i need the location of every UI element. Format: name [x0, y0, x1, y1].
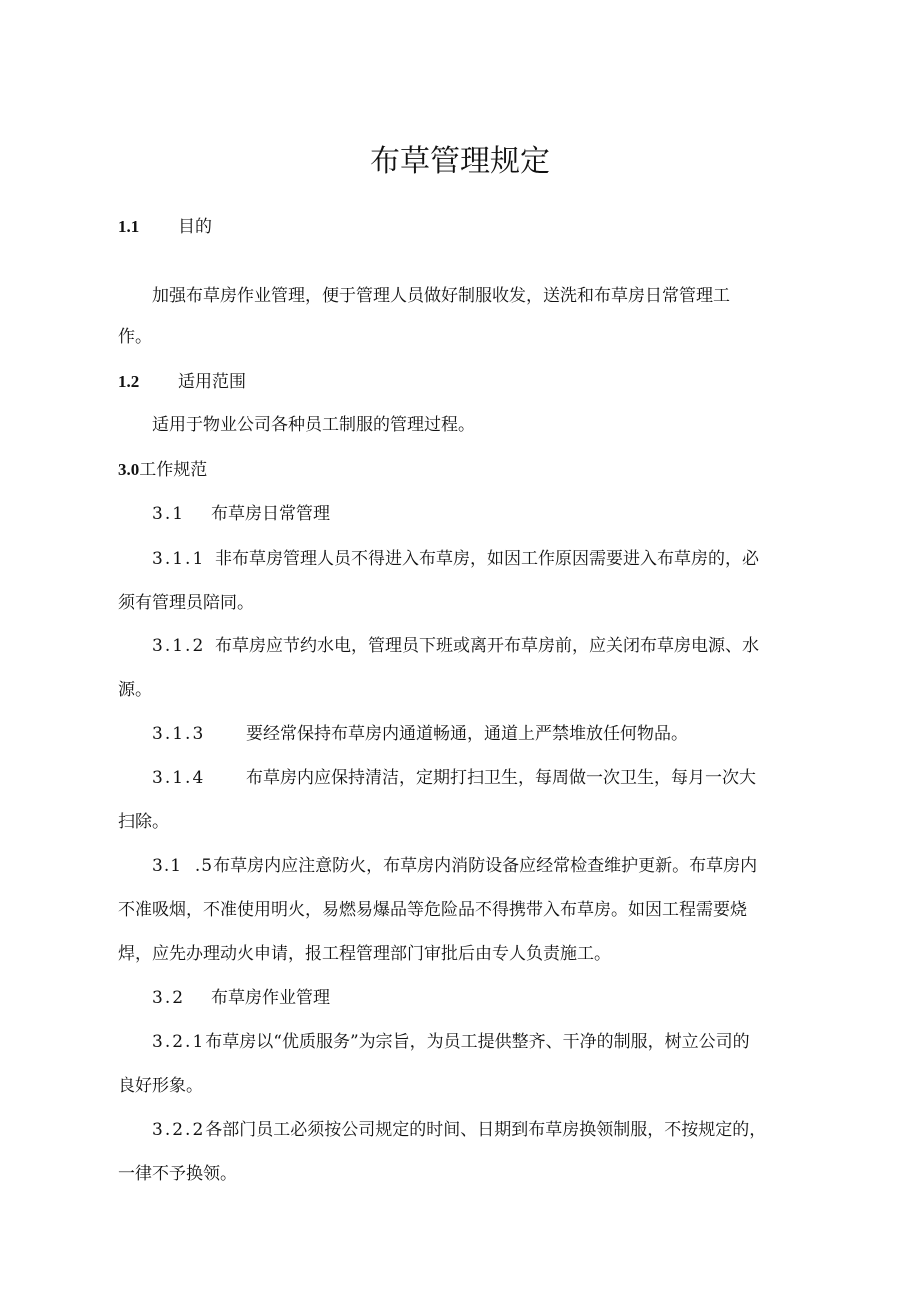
- section-heading-daily-management: 布草房日常管理: [211, 504, 330, 524]
- item-3-1-2-line-2: 源。: [118, 680, 152, 700]
- item-3-2-1-line-1: 布草房以“优质服务”为宗旨，为员工提供整齐、干净的制服，树立公司的: [205, 1032, 750, 1052]
- item-3-1-1-line-2: 须有管理员陪同。: [118, 593, 254, 613]
- section-number-1-2: 1.2: [118, 372, 140, 391]
- section-number-1-1: 1.1: [118, 217, 140, 236]
- item-3-1-3-line-1: 要经常保持布草房内通道畅通，通道上严禁堆放任何物品。: [246, 724, 688, 744]
- item-3-1-5-line-2: 不准吸烟，不准使用明火，易燃易爆品等危险品不得携带入布草房。如因工程需要烧: [118, 900, 747, 920]
- item-number-3-1-5: 3.1 .5: [152, 856, 214, 876]
- item-number-3-1-4: 3.1.4: [152, 768, 206, 788]
- item-3-1-4-line-1: 布草房内应保持清洁，定期打扫卫生，每周做一次卫生，每月一次大: [246, 768, 756, 788]
- item-3-1-5-line-1: 布草房内应注意防火，布草房内消防设备应经常检查维护更新。布草房内: [213, 856, 758, 876]
- item-3-2-2-line-2: 一律不予换领。: [118, 1164, 237, 1184]
- item-number-3-2-2: 3.2.2: [152, 1120, 206, 1140]
- item-number-3-2-1: 3.2.1: [152, 1032, 206, 1052]
- item-3-1-2-line-1: 布草房应节约水电，管理员下班或离开布草房前，应关闭布草房电源、水: [215, 636, 759, 656]
- section-heading-scope: 适用范围: [178, 372, 246, 392]
- purpose-text-line-1: 加强布草房作业管理，便于管理人员做好制服收发，送洗和布草房日常管理工: [152, 286, 730, 306]
- scope-text: 适用于物业公司各种员工制服的管理过程。: [152, 415, 475, 435]
- item-3-1-4-line-2: 扫除。: [118, 812, 169, 832]
- section-heading-operation-management: 布草房作业管理: [211, 988, 330, 1008]
- item-3-2-2-line-1-wrap: [152, 1119, 766, 1141]
- item-3-1-1-line-1: 非布草房管理人员不得进入布草房，如因工作原因需要进入布草房的，必: [215, 549, 759, 569]
- document-title: 布草管理规定: [370, 144, 550, 179]
- item-number-3-1-3: 3.1.3: [152, 724, 206, 744]
- section-3-0: [118, 459, 207, 481]
- section-heading-purpose: 目的: [178, 217, 212, 237]
- item-3-2-1-line-1-wrap: [152, 1031, 750, 1053]
- item-3-1-5-line-1-wrap: [152, 855, 757, 877]
- section-heading-work-norms: 工作规范: [139, 460, 208, 480]
- item-3-2-1-line-2: 良好形象。: [118, 1076, 203, 1096]
- purpose-text-line-2: 作。: [118, 327, 152, 347]
- item-3-2-2-line-1: 各部门员工必须按公司规定的时间、日期到布草房换领制服，不按规定的，: [205, 1120, 767, 1140]
- section-number-3-2: 3.2: [152, 988, 186, 1008]
- item-number-3-1-2: 3.1.2: [152, 636, 206, 656]
- section-number-3-1: 3.1: [152, 504, 186, 524]
- item-3-1-5-line-3: 焊，应先办理动火申请，报工程管理部门审批后由专人负责施工。: [118, 944, 611, 964]
- item-number-3-1-1: 3.1.1: [152, 549, 206, 569]
- section-number-3-0: 3.0: [118, 460, 140, 479]
